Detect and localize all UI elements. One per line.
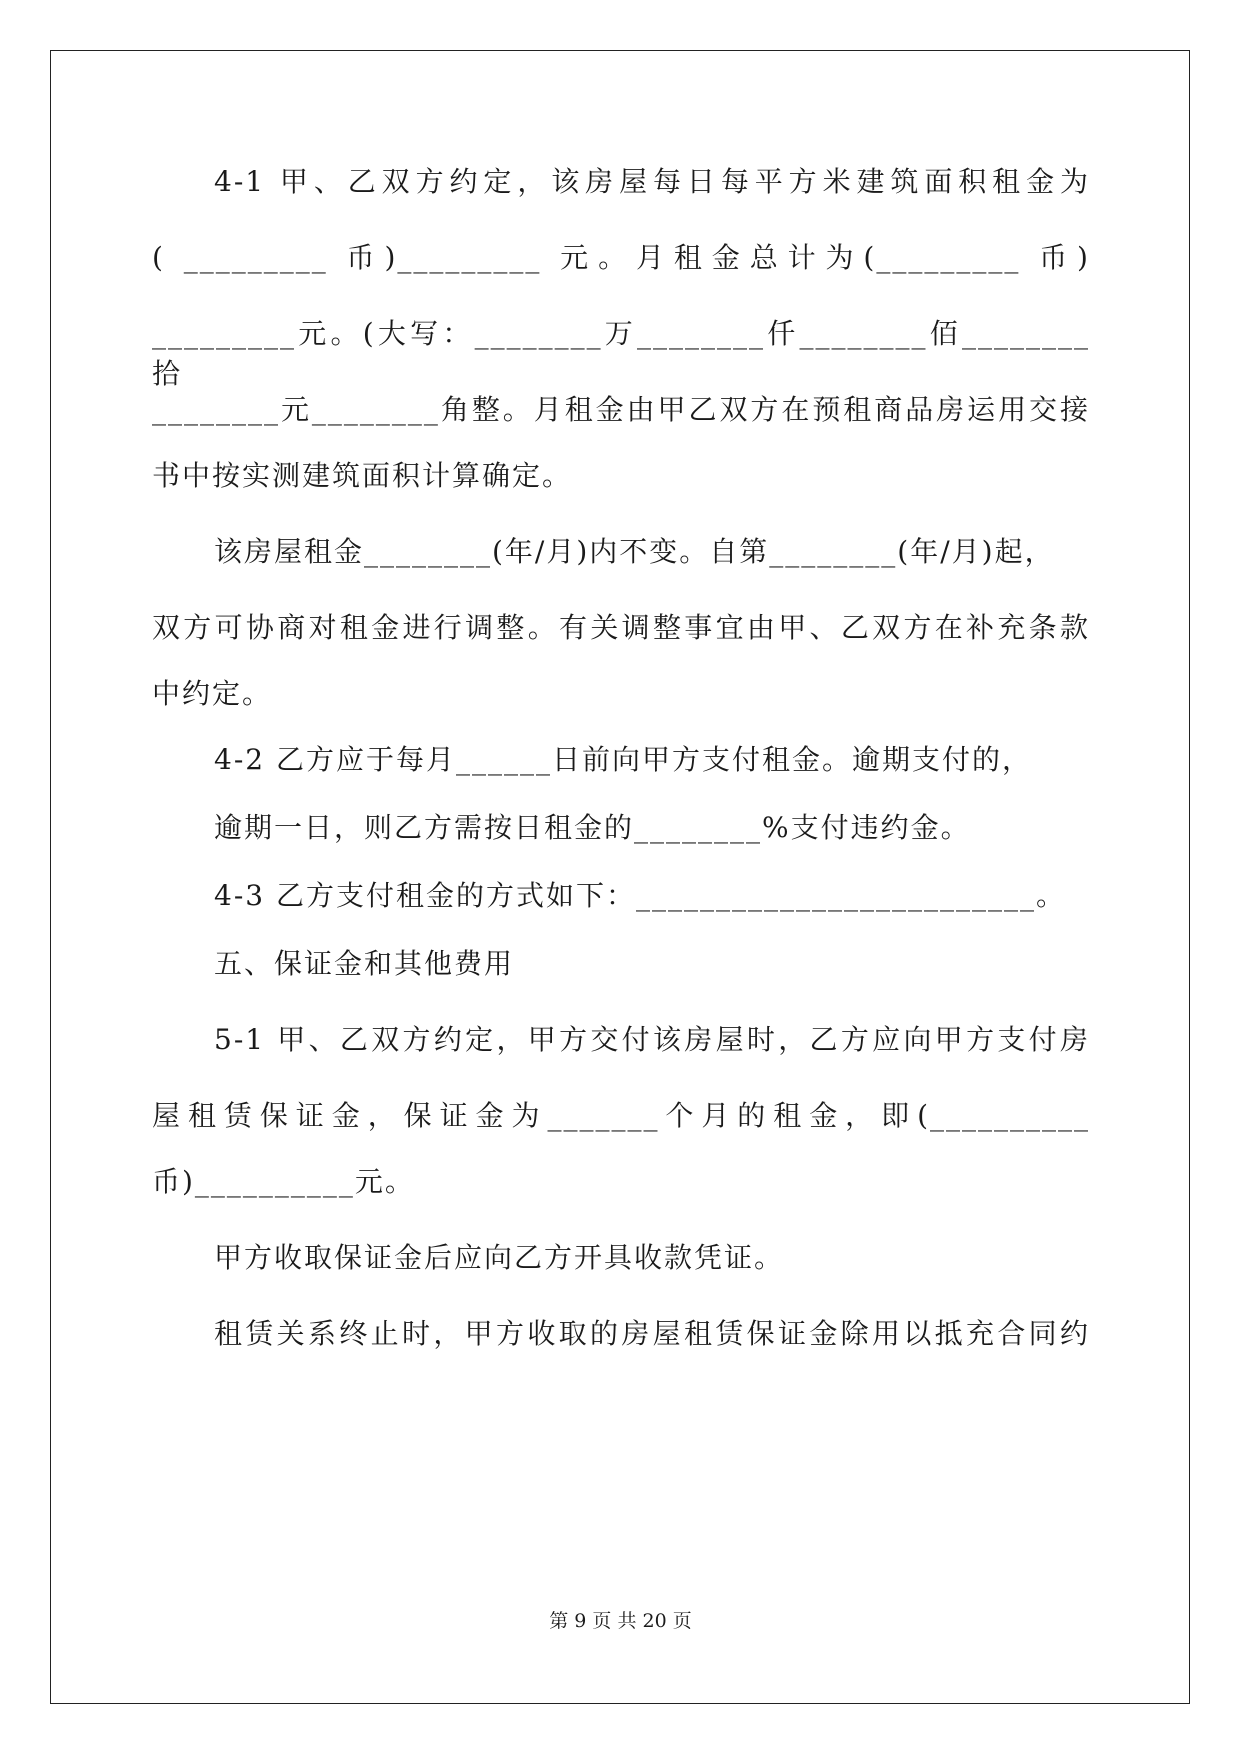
rent-adjust-line-3: 中约定。 bbox=[152, 677, 273, 710]
clause-4-1-line-2: ( _________ 币)_________ 元。月租金总计为(_________ 币) bbox=[152, 241, 1090, 274]
deposit-termination-line: 租赁关系终止时，甲方收取的房屋租赁保证金除用以抵充合同约 bbox=[214, 1317, 1090, 1350]
clause-5-1-line-1: 5-1 甲、乙双方约定，甲方交付该房屋时，乙方应向甲方支付房 bbox=[214, 1023, 1090, 1056]
section-5-heading: 五、保证金和其他费用 bbox=[214, 947, 515, 980]
clause-5-1-line-3: 币)__________元。 bbox=[152, 1165, 415, 1198]
clause-4-2-line-2: 逾期一日，则乙方需按日租金的________%支付违约金。 bbox=[214, 811, 971, 844]
clause-4-3: 4-3 乙方支付租金的方式如下：_________________________。 bbox=[214, 879, 1066, 912]
page-number-footer: 第 9 页 共 20 页 bbox=[549, 1610, 692, 1632]
rent-adjust-line-1: 该房屋租金________(年/月)内不变。自第________(年/月)起， bbox=[214, 535, 1055, 568]
clause-4-1-line-1: 4-1 甲、乙双方约定，该房屋每日每平方米建筑面积租金为 bbox=[214, 165, 1090, 198]
clause-4-1-line-4: ________元________角整。月租金由甲乙双方在预租商品房运用交接 bbox=[152, 393, 1090, 426]
clause-4-1-line-3: _________元。(大写：________万________仟________佰________拾 bbox=[152, 317, 1090, 390]
rent-adjust-line-2: 双方可协商对租金进行调整。有关调整事宜由甲、乙双方在补充条款 bbox=[152, 611, 1090, 644]
clause-5-1-line-2: 屋租赁保证金，保证金为_______个月的租金，即(__________ bbox=[152, 1099, 1090, 1132]
clause-4-2-line-1: 4-2 乙方应于每月______日前向甲方支付租金。逾期支付的， bbox=[214, 743, 1032, 776]
deposit-receipt-line: 甲方收取保证金后应向乙方开具收款凭证。 bbox=[214, 1241, 785, 1274]
clause-4-1-line-5: 书中按实测建筑面积计算确定。 bbox=[152, 459, 573, 492]
